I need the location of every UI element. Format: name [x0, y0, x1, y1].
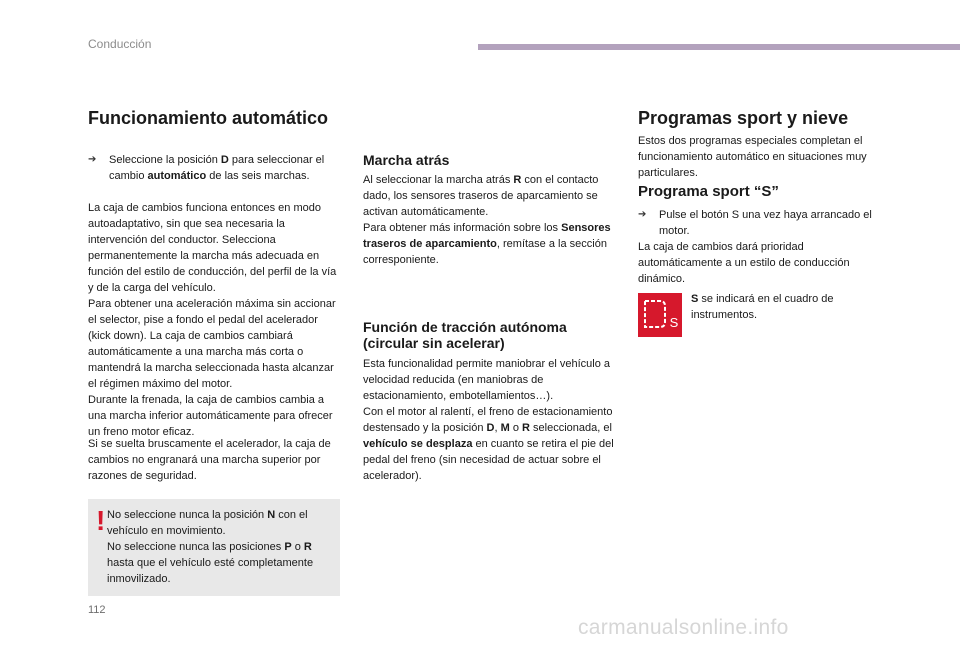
- section-header: Conducción: [88, 37, 152, 51]
- paragraph-sport-indicator: S se indicará en el cuadro de instrumentos.: [691, 293, 834, 321]
- title-programa-sport: Programa sport “S”: [638, 183, 779, 200]
- title-programas-sport-nieve: Programas sport y nieve: [638, 108, 849, 128]
- paragraph-traccion-2: Con el motor al ralentí, el freno de estacionamiento destensado y la posición D, M o R seleccionada, el vehículo se desplaza en cuanto se retira el pie del pedal del freno (sin necesidad de actuar sobre el acelerador).: [363, 406, 614, 482]
- bullet-pulse-boton-s: ➔ Pulse el botón S una vez haya arrancado el motor.: [638, 209, 872, 237]
- paragraph-programas-intro: Estos dos programas especiales completan el funcionamiento automático en situaciones muy particulares.: [638, 135, 867, 179]
- arrow-bullet-icon: ➔: [638, 209, 647, 220]
- bullet-select-d: ➔ Seleccione la posición D para seleccionar el cambio automático de las seis marchas.: [88, 154, 325, 182]
- paragraph-kick-down: Para obtener una aceleración máxima sin accionar el selector, pise a fondo el pedal del acelerador (kick down). La caja de cambios cambiará automáticamente a una marcha más corta o mantendrá la marcha seleccionada hasta alcanzar el régimen máximo del motor.: [88, 298, 336, 390]
- warning-box: [88, 499, 340, 596]
- title-traccion-autonoma: Función de tracción autónoma (circular sin acelerar): [363, 319, 567, 351]
- arrow-bullet-icon: ➔: [88, 154, 97, 165]
- paragraph-acelerador: Si se suelta bruscamente el acelerador, la caja de cambios no engranará una marcha superior por razones de seguridad.: [88, 438, 331, 482]
- paragraph-sport-prioridad: La caja de cambios dará prioridad automáticamente a un estilo de conducción dinámico.: [638, 241, 850, 285]
- page-number: 112: [88, 604, 106, 616]
- header-accent-bar: [478, 44, 960, 50]
- warning-text: No seleccione nunca la posición N con el vehículo en movimiento. No seleccione nunca las posiciones P o R hasta que el vehículo esté completamente inmovilizado.: [107, 509, 314, 585]
- watermark: carmanualsonline.info: [578, 616, 789, 639]
- sport-mode-indicator-icon: [638, 293, 682, 337]
- paragraph-traccion-1: Esta funcionalidad permite maniobrar el vehículo a velocidad reducida (en maniobras de estacionamiento, embotellamientos…).: [363, 358, 611, 402]
- paragraph-autoadaptativo: La caja de cambios funciona entonces en modo autoadaptativo, sin que sea necesaria la intervención del conductor. Selecciona permanentemente la marcha más adecuada en función del estilo de conducción, del perfil de la vía y de la carga del vehículo.: [88, 202, 337, 294]
- title-marcha-atras: Marcha atrás: [363, 152, 450, 168]
- paragraph-marcha-atras: Al seleccionar la marcha atrás R con el contacto dado, los sensores traseros de aparcamiento se activan automáticamente. Para obtener más información sobre los Sensores traseros de aparcamiento, remítase a la sección corresponiente.: [363, 174, 611, 266]
- paragraph-frenada: Durante la frenada, la caja de cambios cambia a una marcha inferior automáticamente para ofrecer un freno motor eficaz.: [88, 394, 333, 438]
- title-funcionamiento-automatico: Funcionamiento automático: [88, 108, 329, 128]
- sport-s-symbol-icon: [638, 293, 682, 337]
- warning-icon: !: [96, 505, 106, 536]
- svg-text:S: S: [669, 315, 679, 330]
